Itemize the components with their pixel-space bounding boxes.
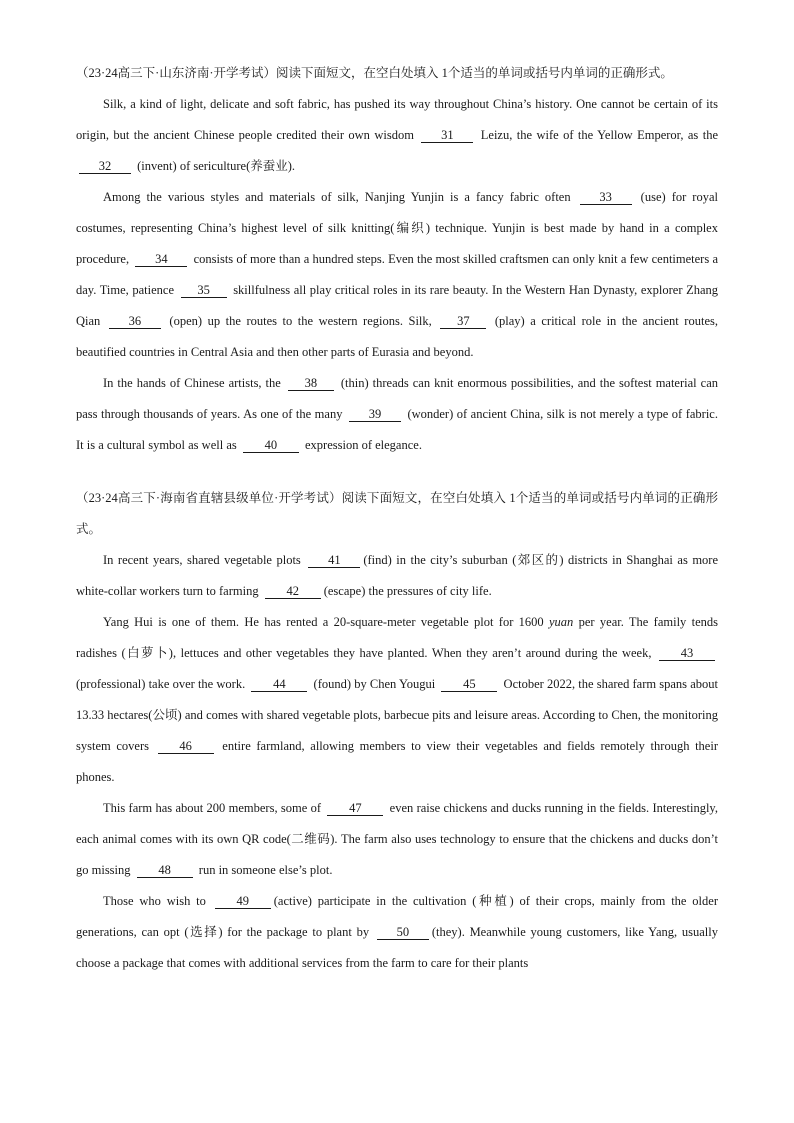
answer-blank-38[interactable]: 38 [288, 376, 334, 391]
paragraph-text: Silk, a kind of light, delicate and soft fabric, has pushed its way throughout China’s history. One cannot be certain of its origin, but the ancient Chinese people credited their own wisdom [76, 97, 718, 142]
answer-blank-47[interactable]: 47 [327, 801, 383, 816]
italic-text: yuan [549, 615, 574, 629]
paragraph-text: expression of elegance. [301, 438, 422, 452]
passage-instructions: （23·24高三下·海南省直辖县级单位·开学考试）阅读下面短文，在空白处填入 1个适当的单词或括号内单词的正确形式。 [76, 491, 718, 536]
paragraph-text: entire farmland, allowing members to view their vegetables and fields remotely through their phones. [76, 739, 718, 784]
paragraph-text: consists of more than a hundred steps. Even the most skilled craftsmen can only knit a few centimeters a day. Time, patience [76, 252, 718, 297]
paragraph-text: (professional) take over the work. [76, 677, 249, 691]
answer-blank-32[interactable]: 32 [79, 159, 131, 174]
paragraph-text: (active) participate in the cultivation (种植) of their crops, mainly from the older generations, can opt (选择) for the package to plant by [76, 894, 718, 939]
passage-paragraph [76, 886, 718, 979]
paragraph-text: run in someone else’s plot. [195, 863, 333, 877]
paragraph-text: (wonder) of ancient China, silk is not merely a type of fabric. It is a cultural symbol as well as [76, 407, 718, 452]
paragraph-text: October 2022, the shared farm spans about 13.33 hectares(公顷) and comes with shared vegetable plots, barbecue pits and leisure areas. According to Chen, the monitoring system covers [76, 677, 718, 753]
answer-blank-41[interactable]: 41 [308, 553, 360, 568]
answer-blank-33[interactable]: 33 [580, 190, 632, 205]
passage-paragraph [76, 793, 718, 886]
paragraph-text: (thin) threads can knit enormous possibilities, and the softest material can pass through thousands of years. As one of the many [76, 376, 718, 421]
answer-blank-39[interactable]: 39 [349, 407, 401, 422]
paragraph-text: (use) for royal costumes, representing China’s highest level of silk knitting(编织) technique. Yunjin is best made by hand in a complex procedure, [76, 190, 718, 266]
answer-blank-43[interactable]: 43 [659, 646, 715, 661]
paragraph-text: (play) a critical role in the ancient routes, beautified countries in Central Asia and then other parts of Eurasia and beyond. [76, 314, 718, 359]
answer-blank-35[interactable]: 35 [181, 283, 227, 298]
passage-section [76, 58, 718, 461]
answer-blank-45[interactable]: 45 [441, 677, 497, 692]
paragraph-text: Among the various styles and materials of silk, Nanjing Yunjin is a fancy fabric often [103, 190, 577, 204]
answer-blank-42[interactable]: 42 [265, 584, 321, 599]
paragraph-text: In recent years, shared vegetable plots [103, 553, 306, 567]
paragraph-text: This farm has about 200 members, some of [103, 801, 325, 815]
passage-paragraph [76, 89, 718, 182]
paragraph-text: (escape) the pressures of city life. [323, 584, 492, 598]
passage-paragraph [76, 368, 718, 461]
answer-blank-50[interactable]: 50 [377, 925, 429, 940]
passage-paragraph [76, 545, 718, 607]
paragraph-text: (open) up the routes to the western regions. Silk, [163, 314, 438, 328]
passage-section [76, 483, 718, 979]
paragraph-text: skillfulness all play critical roles in its rare beauty. In the Western Han Dynasty, explorer Zhang Qian [76, 283, 719, 328]
passage-instructions: （23·24高三下·山东济南·开学考试）阅读下面短文，在空白处填入 1个适当的单词或括号内单词的正确形式。 [76, 66, 673, 80]
answer-blank-36[interactable]: 36 [109, 314, 161, 329]
passage-paragraph [76, 607, 718, 793]
paragraph-text: even raise chickens and ducks running in the fields. Interestingly, each animal comes with its own QR code(二维码). The farm also uses technology to ensure that the chickens and ducks don’t go missing [76, 801, 718, 877]
paragraph-text: per year. The family tends radishes (白萝卜), lettuces and other vegetables they have planted. When they aren’t around during the week, [76, 615, 718, 660]
answer-blank-48[interactable]: 48 [137, 863, 193, 878]
passage-paragraph [76, 182, 718, 368]
paragraph-text: Leizu, the wife of the Yellow Emperor, as the [476, 128, 718, 142]
answer-blank-34[interactable]: 34 [135, 252, 187, 267]
answer-blank-49[interactable]: 49 [215, 894, 271, 909]
paragraph-text: (invent) of sericulture(养蚕业). [134, 159, 296, 173]
paragraph-text: Those who wish to [103, 894, 212, 908]
paragraph-text: In the hands of Chinese artists, the [103, 376, 285, 390]
answer-blank-31[interactable]: 31 [421, 128, 473, 143]
answer-blank-46[interactable]: 46 [158, 739, 214, 754]
document-page [76, 58, 718, 979]
paragraph-text: (found) by Chen Yougui [310, 677, 439, 691]
paragraph-text: Yang Hui is one of them. He has rented a 20-square-meter vegetable plot for 1600 [103, 615, 549, 629]
answer-blank-37[interactable]: 37 [440, 314, 486, 329]
answer-blank-40[interactable]: 40 [243, 438, 299, 453]
answer-blank-44[interactable]: 44 [251, 677, 307, 692]
paragraph-text: (they). Meanwhile young customers, like Yang, usually choose a package that comes with additional services from the farm to care for their plants [76, 925, 718, 970]
paragraph-text: (find) in the city’s suburban (郊区的) districts in Shanghai as more white-collar workers turn to farming [76, 553, 719, 598]
